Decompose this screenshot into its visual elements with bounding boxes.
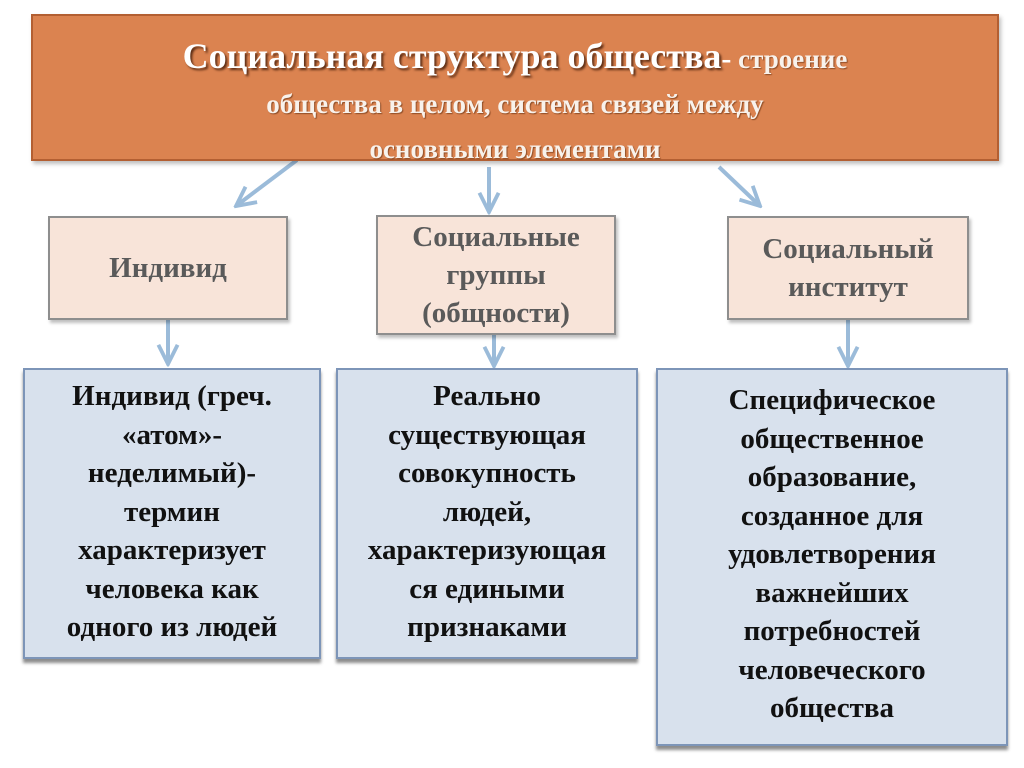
description-institute-line: удовлетворения bbox=[728, 538, 936, 570]
description-groups-line: совокупность bbox=[398, 457, 576, 489]
category-groups-label-2: группы bbox=[446, 259, 546, 291]
description-institute-line: общества bbox=[770, 692, 894, 724]
description-institute-line: созданное для bbox=[740, 499, 924, 532]
definition-line-1 bbox=[33, 36, 997, 84]
definition-dash: - bbox=[721, 42, 732, 75]
definition-line-2 bbox=[33, 84, 997, 129]
definition-text-3: основными элементами bbox=[369, 134, 661, 164]
definition-text-2: общества в целом, система связей между bbox=[266, 89, 764, 119]
category-social-groups bbox=[376, 215, 616, 335]
description-individ-line: характеризует bbox=[78, 534, 266, 566]
category-groups-label-3: (общности) bbox=[422, 297, 570, 329]
description-institute-line: общественное bbox=[740, 422, 924, 455]
category-institute-label-2: институт bbox=[788, 271, 908, 303]
description-individ bbox=[23, 368, 321, 659]
description-groups-line: ся едиными bbox=[409, 572, 565, 605]
description-individ-line: неделимый)- bbox=[87, 457, 257, 489]
description-institute-line: образование, bbox=[747, 461, 917, 493]
category-groups-label-1: Социальные bbox=[412, 221, 580, 253]
description-institute-line: Специфическое bbox=[728, 384, 936, 416]
definition-text-1: строение bbox=[731, 44, 848, 74]
description-individ-line: человека как bbox=[85, 572, 259, 605]
category-social-institute bbox=[727, 216, 969, 320]
category-individ bbox=[48, 216, 288, 320]
description-groups-line: характеризующая bbox=[367, 534, 607, 566]
description-groups-line: существующая bbox=[388, 418, 586, 451]
definition-line-3 bbox=[33, 129, 997, 174]
description-groups-line: людей, bbox=[442, 495, 532, 528]
description-institute-line: человеческого bbox=[738, 653, 926, 686]
description-social-institute bbox=[656, 368, 1008, 746]
category-institute-label-1: Социальный bbox=[762, 233, 934, 265]
definition-term: Социальная структура общества bbox=[182, 36, 722, 76]
category-individ-label: Индивид bbox=[109, 252, 227, 284]
description-individ-line: Индивид (греч. bbox=[72, 380, 272, 412]
description-individ-line: «атом»- bbox=[122, 418, 222, 451]
description-individ-line: одного из людей bbox=[66, 611, 278, 643]
description-individ-line: термин bbox=[124, 495, 220, 528]
description-groups-line: признаками bbox=[407, 611, 567, 643]
description-social-groups bbox=[336, 368, 638, 659]
description-groups-line: Реально bbox=[433, 380, 541, 412]
description-institute-line: важнейших bbox=[755, 576, 909, 609]
definition-box bbox=[31, 14, 999, 164]
description-institute-line: потребностей bbox=[743, 615, 921, 647]
